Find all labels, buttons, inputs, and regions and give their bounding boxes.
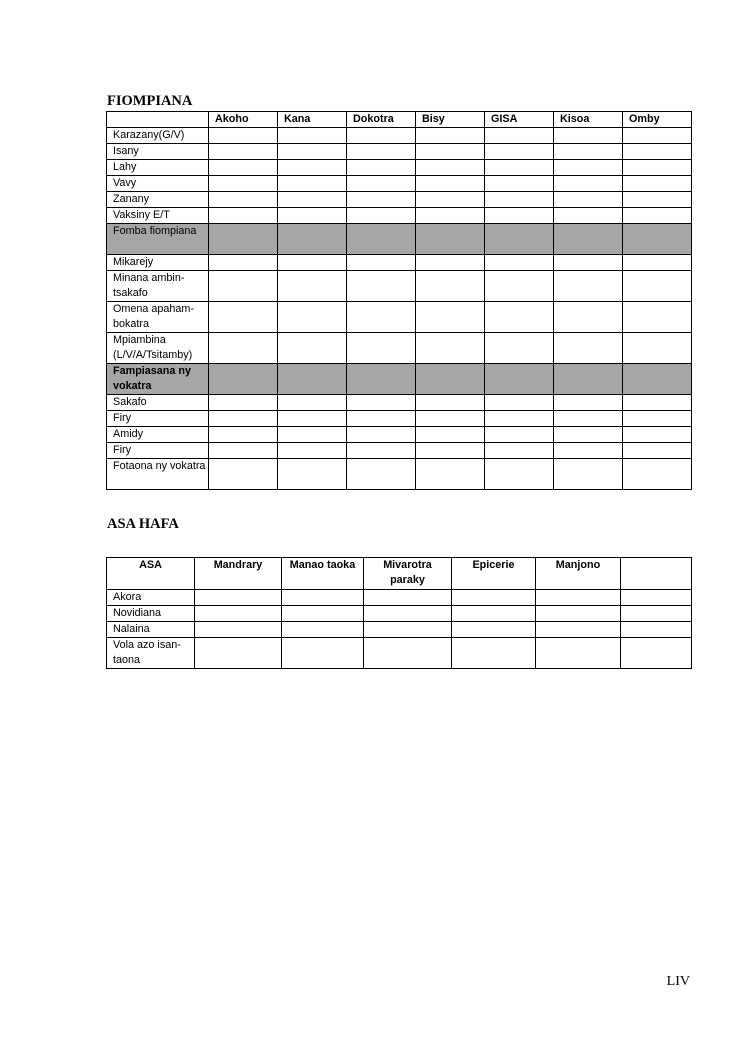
- entry-cell[interactable]: [554, 255, 623, 271]
- entry-cell[interactable]: [554, 427, 623, 443]
- table-row: [107, 411, 692, 427]
- entry-cell[interactable]: [536, 638, 621, 669]
- entry-cell[interactable]: [623, 411, 692, 427]
- entry-cell[interactable]: [623, 144, 692, 160]
- table-row: [107, 395, 692, 411]
- row-label: Vola azo isan-taona: [107, 638, 195, 669]
- entry-cell[interactable]: [452, 638, 536, 669]
- table-row: [107, 302, 692, 333]
- entry-cell[interactable]: [485, 333, 554, 364]
- entry-cell[interactable]: [416, 302, 485, 333]
- entry-cell[interactable]: [416, 255, 485, 271]
- row-label: Firy: [107, 443, 209, 459]
- row-label: Omena apaham-bokatra: [107, 302, 209, 333]
- entry-cell[interactable]: [209, 224, 278, 255]
- table-row: [107, 208, 692, 224]
- entry-cell[interactable]: [416, 176, 485, 192]
- entry-cell[interactable]: [209, 411, 278, 427]
- entry-cell[interactable]: [278, 427, 347, 443]
- entry-cell[interactable]: [278, 411, 347, 427]
- entry-cell[interactable]: [209, 160, 278, 176]
- entry-cell[interactable]: [623, 333, 692, 364]
- entry-cell[interactable]: [554, 395, 623, 411]
- table-row: [107, 638, 692, 669]
- row-label: Karazany(G/V): [107, 128, 209, 144]
- entry-cell[interactable]: [554, 302, 623, 333]
- entry-cell[interactable]: [278, 192, 347, 208]
- entry-cell[interactable]: [209, 271, 278, 302]
- entry-cell[interactable]: [485, 443, 554, 459]
- entry-cell[interactable]: [554, 224, 623, 255]
- entry-cell[interactable]: [282, 638, 364, 669]
- header-cell: ASA: [107, 558, 195, 590]
- page-number: LIV: [666, 974, 690, 989]
- entry-cell[interactable]: [278, 302, 347, 333]
- entry-cell[interactable]: [278, 333, 347, 364]
- table-row: [107, 443, 692, 459]
- table-row: [107, 622, 692, 638]
- row-label: Vaksiny E/T: [107, 208, 209, 224]
- header-cell: Akoho: [209, 112, 278, 128]
- table-row: [107, 364, 692, 395]
- entry-cell[interactable]: [347, 333, 416, 364]
- row-label: Minana ambin-tsakafo: [107, 271, 209, 302]
- row-label: Nalaina: [107, 622, 195, 638]
- entry-cell[interactable]: [623, 302, 692, 333]
- row-label: Mpiambina (L/V/A/Tsitamby): [107, 333, 209, 364]
- entry-cell[interactable]: [623, 443, 692, 459]
- table-row: [107, 459, 692, 490]
- entry-cell[interactable]: [347, 411, 416, 427]
- entry-cell[interactable]: [347, 427, 416, 443]
- entry-cell[interactable]: [195, 606, 282, 622]
- entry-cell[interactable]: [554, 192, 623, 208]
- entry-cell[interactable]: [347, 459, 416, 490]
- entry-cell[interactable]: [554, 144, 623, 160]
- entry-cell[interactable]: [416, 395, 485, 411]
- row-label: Fampiasana ny vokatra: [107, 364, 209, 395]
- entry-cell[interactable]: [485, 255, 554, 271]
- entry-cell[interactable]: [364, 622, 452, 638]
- entry-cell[interactable]: [278, 160, 347, 176]
- row-label: Fotaona ny vokatra: [107, 459, 209, 490]
- entry-cell[interactable]: [416, 208, 485, 224]
- entry-cell[interactable]: [416, 128, 485, 144]
- table-row: [107, 192, 692, 208]
- entry-cell[interactable]: [278, 144, 347, 160]
- entry-cell[interactable]: [621, 606, 692, 622]
- entry-cell[interactable]: [282, 622, 364, 638]
- entry-cell[interactable]: [278, 208, 347, 224]
- entry-cell[interactable]: [536, 606, 621, 622]
- header-cell: Dokotra: [347, 112, 416, 128]
- table-row: [107, 144, 692, 160]
- row-label: Akora: [107, 590, 195, 606]
- entry-cell[interactable]: [452, 622, 536, 638]
- entry-cell[interactable]: [195, 638, 282, 669]
- entry-cell[interactable]: [416, 224, 485, 255]
- entry-cell[interactable]: [347, 364, 416, 395]
- row-label: Isany: [107, 144, 209, 160]
- entry-cell[interactable]: [485, 224, 554, 255]
- header-cell: Mivarotra paraky: [364, 558, 452, 590]
- row-label: Firy: [107, 411, 209, 427]
- entry-cell[interactable]: [209, 302, 278, 333]
- entry-cell[interactable]: [621, 590, 692, 606]
- entry-cell[interactable]: [347, 160, 416, 176]
- entry-cell[interactable]: [209, 144, 278, 160]
- table-row: [107, 427, 692, 443]
- entry-cell[interactable]: [485, 395, 554, 411]
- section-title-fiompiana: FIOMPIANA: [107, 93, 193, 109]
- entry-cell[interactable]: [364, 638, 452, 669]
- entry-cell[interactable]: [485, 160, 554, 176]
- entry-cell[interactable]: [278, 255, 347, 271]
- entry-cell[interactable]: [554, 333, 623, 364]
- entry-cell[interactable]: [278, 128, 347, 144]
- other-work-table: [106, 557, 692, 669]
- table-row: [107, 160, 692, 176]
- entry-cell[interactable]: [209, 395, 278, 411]
- entry-cell[interactable]: [416, 364, 485, 395]
- row-label: Vavy: [107, 176, 209, 192]
- table-row: [107, 128, 692, 144]
- header-cell: Omby: [623, 112, 692, 128]
- entry-cell[interactable]: [347, 224, 416, 255]
- table-row: [107, 590, 692, 606]
- entry-cell[interactable]: [364, 606, 452, 622]
- entry-cell[interactable]: [282, 590, 364, 606]
- entry-cell[interactable]: [554, 208, 623, 224]
- header-cell: Epicerie: [452, 558, 536, 590]
- entry-cell[interactable]: [278, 271, 347, 302]
- entry-cell[interactable]: [554, 443, 623, 459]
- entry-cell[interactable]: [554, 411, 623, 427]
- entry-cell[interactable]: [347, 192, 416, 208]
- entry-cell[interactable]: [554, 176, 623, 192]
- entry-cell[interactable]: [278, 176, 347, 192]
- entry-cell[interactable]: [623, 224, 692, 255]
- header-cell: [107, 112, 209, 128]
- entry-cell[interactable]: [347, 144, 416, 160]
- entry-cell[interactable]: [554, 364, 623, 395]
- table-row: [107, 333, 692, 364]
- entry-cell[interactable]: [209, 255, 278, 271]
- entry-cell[interactable]: [485, 128, 554, 144]
- entry-cell[interactable]: [623, 427, 692, 443]
- entry-cell[interactable]: [209, 208, 278, 224]
- entry-cell[interactable]: [347, 271, 416, 302]
- entry-cell[interactable]: [485, 302, 554, 333]
- entry-cell[interactable]: [623, 255, 692, 271]
- entry-cell[interactable]: [621, 622, 692, 638]
- entry-cell[interactable]: [209, 192, 278, 208]
- entry-cell[interactable]: [554, 160, 623, 176]
- entry-cell[interactable]: [485, 144, 554, 160]
- entry-cell[interactable]: [485, 411, 554, 427]
- entry-cell[interactable]: [209, 176, 278, 192]
- entry-cell[interactable]: [282, 606, 364, 622]
- entry-cell[interactable]: [209, 443, 278, 459]
- header-cell: Kisoa: [554, 112, 623, 128]
- entry-cell[interactable]: [485, 271, 554, 302]
- entry-cell[interactable]: [347, 255, 416, 271]
- row-label: Novidiana: [107, 606, 195, 622]
- entry-cell[interactable]: [416, 443, 485, 459]
- entry-cell[interactable]: [416, 333, 485, 364]
- entry-cell[interactable]: [364, 590, 452, 606]
- entry-cell[interactable]: [347, 128, 416, 144]
- entry-cell[interactable]: [623, 176, 692, 192]
- entry-cell[interactable]: [209, 364, 278, 395]
- table-row: [107, 224, 692, 255]
- entry-cell[interactable]: [416, 411, 485, 427]
- entry-cell[interactable]: [209, 459, 278, 490]
- entry-cell[interactable]: [278, 224, 347, 255]
- entry-cell[interactable]: [623, 271, 692, 302]
- entry-cell[interactable]: [536, 622, 621, 638]
- entry-cell[interactable]: [416, 459, 485, 490]
- header-cell: Manjono: [536, 558, 621, 590]
- row-label: Lahy: [107, 160, 209, 176]
- entry-cell[interactable]: [209, 128, 278, 144]
- entry-cell[interactable]: [347, 176, 416, 192]
- table-header-row: [107, 112, 692, 128]
- entry-cell[interactable]: [416, 192, 485, 208]
- entry-cell[interactable]: [452, 606, 536, 622]
- table-row: [107, 255, 692, 271]
- table-row: [107, 176, 692, 192]
- entry-cell[interactable]: [485, 364, 554, 395]
- entry-cell[interactable]: [416, 144, 485, 160]
- entry-cell[interactable]: [485, 427, 554, 443]
- entry-cell[interactable]: [278, 443, 347, 459]
- entry-cell[interactable]: [278, 395, 347, 411]
- entry-cell[interactable]: [623, 160, 692, 176]
- entry-cell[interactable]: [347, 395, 416, 411]
- row-label: Amidy: [107, 427, 209, 443]
- table-row: [107, 271, 692, 302]
- entry-cell[interactable]: [278, 364, 347, 395]
- table-header-row: [107, 558, 692, 590]
- entry-cell[interactable]: [195, 622, 282, 638]
- entry-cell[interactable]: [621, 638, 692, 669]
- header-cell: Bisy: [416, 112, 485, 128]
- entry-cell[interactable]: [623, 364, 692, 395]
- entry-cell[interactable]: [195, 590, 282, 606]
- entry-cell[interactable]: [623, 208, 692, 224]
- entry-cell[interactable]: [347, 208, 416, 224]
- entry-cell[interactable]: [209, 427, 278, 443]
- header-cell: GISA: [485, 112, 554, 128]
- table-row: [107, 606, 692, 622]
- header-cell: Mandrary: [195, 558, 282, 590]
- entry-cell[interactable]: [623, 192, 692, 208]
- row-label: Mikarejy: [107, 255, 209, 271]
- entry-cell[interactable]: [416, 160, 485, 176]
- entry-cell[interactable]: [623, 459, 692, 490]
- entry-cell[interactable]: [347, 302, 416, 333]
- entry-cell[interactable]: [416, 271, 485, 302]
- entry-cell[interactable]: [347, 443, 416, 459]
- entry-cell[interactable]: [485, 208, 554, 224]
- entry-cell[interactable]: [485, 459, 554, 490]
- header-cell: Kana: [278, 112, 347, 128]
- row-label: Sakafo: [107, 395, 209, 411]
- entry-cell[interactable]: [485, 192, 554, 208]
- entry-cell[interactable]: [554, 459, 623, 490]
- entry-cell[interactable]: [452, 590, 536, 606]
- row-label: Fomba fiompiana: [107, 224, 209, 255]
- entry-cell[interactable]: [416, 427, 485, 443]
- header-cell: Manao taoka: [282, 558, 364, 590]
- section-title-asa-hafa: ASA HAFA: [107, 516, 179, 532]
- header-cell: [621, 558, 692, 590]
- entry-cell[interactable]: [278, 459, 347, 490]
- row-label: Zanany: [107, 192, 209, 208]
- entry-cell[interactable]: [554, 128, 623, 144]
- entry-cell[interactable]: [536, 590, 621, 606]
- entry-cell[interactable]: [209, 333, 278, 364]
- entry-cell[interactable]: [485, 176, 554, 192]
- livestock-table: [106, 111, 692, 490]
- entry-cell[interactable]: [623, 395, 692, 411]
- entry-cell[interactable]: [554, 271, 623, 302]
- entry-cell[interactable]: [623, 128, 692, 144]
